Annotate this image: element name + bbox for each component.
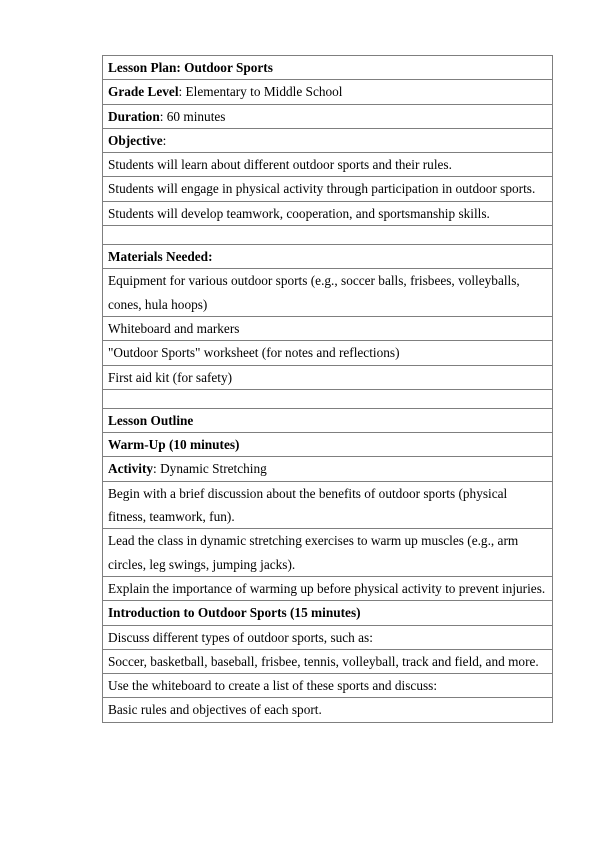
table-cell [103,226,553,245]
cell-text: Begin with a brief discussion about the benefits of outdoor sports (physical fitness, teamwork, fun). [108,485,508,525]
table-row [103,649,553,673]
cell-text: Students will engage in physical activity through participation in outdoor sports. [108,181,536,197]
cell-text: Soccer, basketball, baseball, frisbee, tennis, volleyball, track and field, and more. [108,653,539,669]
table-row [103,245,553,269]
table-row [103,408,553,432]
cell-heading: Lesson Plan: Outdoor Sports [108,60,273,75]
cell-label: Duration [108,108,160,124]
table-row [103,481,553,529]
table-cell [103,576,553,600]
table-cell [103,674,553,698]
cell-text: Basic rules and objectives of each sport. [108,702,322,718]
table-row [103,341,553,365]
table-cell [103,341,553,365]
cell-text: Equipment for various outdoor sports (e.g., soccer balls, frisbees, volleyballs, cones, hula hoops) [108,273,520,312]
cell-label: Objective [108,132,163,148]
table-cell [103,649,553,673]
table-row [103,529,553,577]
table-row [103,698,553,722]
table-row [103,128,553,152]
table-cell [103,698,553,722]
table-row [103,80,553,104]
table-row [103,625,553,649]
table-cell [103,625,553,649]
table-row [103,269,553,317]
table-cell [103,433,553,457]
table-row [103,316,553,340]
cell-label: Activity [108,461,154,477]
table-cell [103,529,553,577]
table-row [103,153,553,177]
table-cell [103,365,553,389]
table-row [103,433,553,457]
cell-value: : [162,132,167,148]
cell-heading: Lesson Outline [108,412,194,428]
cell-text: First aid kit (for safety) [108,369,233,385]
cell-text: Lead the class in dynamic stretching exercises to warm up muscles (e.g., arm circles, leg swings, jumping jacks). [108,533,519,572]
table-cell [103,80,553,104]
cell-text: Explain the importance of warming up before physical activity to prevent injuries. [108,580,546,596]
cell-text: Students will develop teamwork, cooperation, and sportsmanship skills. [108,205,490,221]
table-cell [103,201,553,225]
table-row [103,177,553,201]
table-cell [103,269,553,317]
table-cell [103,245,553,269]
table-cell [103,457,553,481]
table-row [103,576,553,600]
cell-heading: Introduction to Outdoor Sports (15 minutes) [108,605,361,621]
table-cell [103,389,553,408]
cell-text: Whiteboard and markers [108,320,240,336]
lesson-plan-table [102,55,553,723]
cell-value: : 60 minutes [159,108,226,124]
lesson-plan-body [103,56,553,723]
table-cell [103,128,553,152]
table-cell [103,153,553,177]
table-row [103,226,553,245]
table-row [103,201,553,225]
table-cell [103,601,553,625]
table-cell [103,177,553,201]
table-row [103,389,553,408]
table-row [103,674,553,698]
cell-text: Students will learn about different outdoor sports and their rules. [108,157,452,173]
table-row [103,601,553,625]
table-row [103,104,553,128]
table-cell [103,56,553,80]
cell-value: : Dynamic Stretching [153,461,267,477]
cell-heading: Warm-Up (10 minutes) [108,437,240,453]
cell-value: : Elementary to Middle School [178,84,343,100]
cell-label: Grade Level [108,84,179,100]
cell-text: Use the whiteboard to create a list of these sports and discuss: [108,678,438,694]
table-row [103,56,553,80]
table-cell [103,481,553,529]
table-row [103,365,553,389]
table-row [103,457,553,481]
cell-text: Discuss different types of outdoor sports, such as: [108,629,373,645]
table-cell [103,104,553,128]
cell-text: "Outdoor Sports" worksheet (for notes and reflections) [108,345,400,361]
table-cell [103,408,553,432]
table-cell [103,316,553,340]
cell-heading: Materials Needed: [108,249,213,265]
